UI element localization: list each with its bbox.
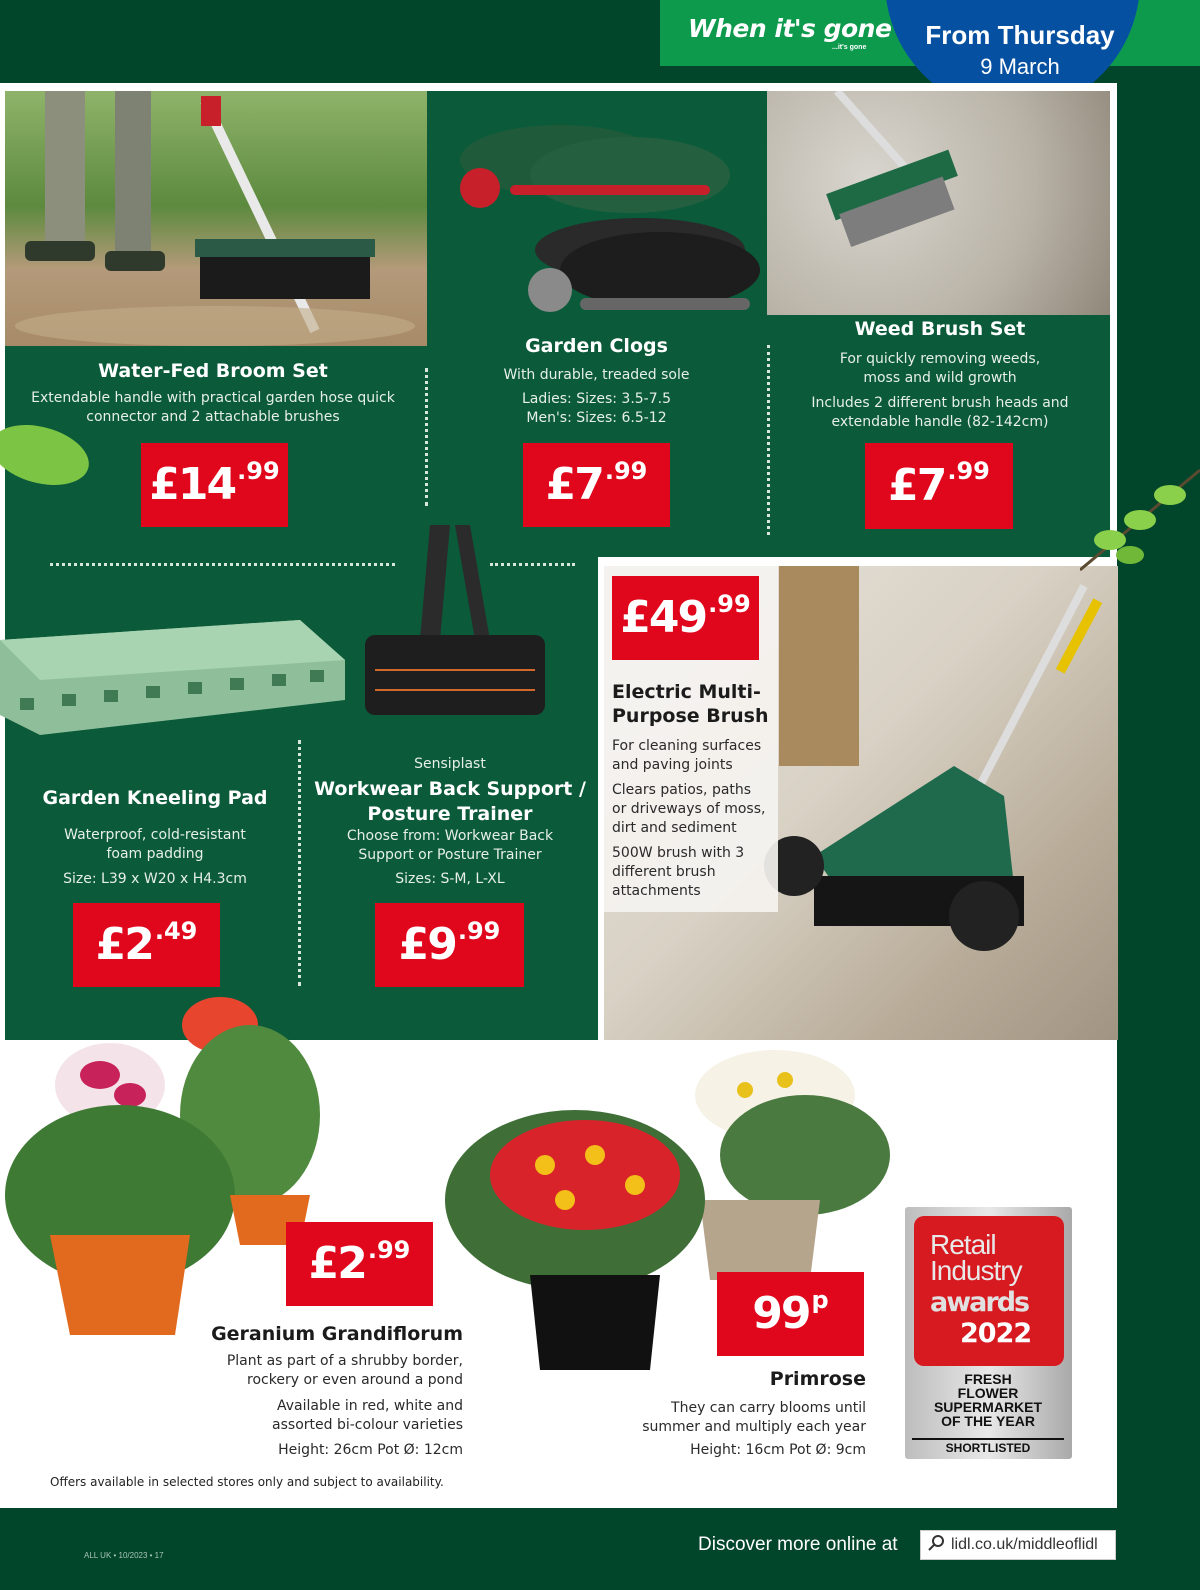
branch-decoration-icon [1080,430,1200,584]
award-category [912,1372,1064,1428]
price-main: £2 [95,919,153,970]
desc-line: Extendable handle with practical garden hose quick [31,390,395,406]
back-support-image [360,520,550,744]
award-year: 2022 [960,1318,1032,1349]
desc-line: They can carry blooms until [671,1400,866,1416]
desc-line: Plant as part of a shrubby border, [226,1353,463,1369]
price-main: £7 [888,460,946,511]
product-title: Water-Fed Broom Set [98,360,328,382]
garden-clogs-image [450,100,760,334]
title-line: Electric Multi- [612,681,761,703]
desc-line: For quickly removing weeds, [839,351,1041,367]
price-tag [141,443,288,527]
page-code: ALL UK • 10/2023 • 17 [84,1551,164,1560]
price-cents: .49 [154,917,198,945]
disclaimer: Offers available in selected stores only and subject to availability. [50,1475,444,1489]
product-desc [305,827,595,865]
desc-line: Choose from: Workwear Back [346,828,554,844]
price-tag [73,903,220,987]
date-sub: 9 March [980,54,1060,79]
divider [767,345,770,535]
title-line: Purpose Brush [612,705,769,727]
product-title [612,680,782,728]
extra-line: assorted bi-colour varieties [272,1417,463,1433]
price-main: £9 [398,919,456,970]
award-divider [912,1438,1064,1440]
product-desc [620,1399,866,1437]
product-desc [612,737,782,775]
category-line: FRESH [964,1371,1012,1387]
product-title: Primrose [769,1368,866,1390]
desc-line: rockery or even around a pond [247,1372,463,1388]
price-tag [523,443,670,527]
product-desc [612,844,782,901]
discover-label: Discover more online at [698,1534,898,1555]
extra-line: extendable handle (82-142cm) [831,414,1049,430]
desc-line: or driveways of moss, [612,801,766,817]
product-sizes [430,390,763,428]
award-awards: awards [930,1287,1029,1318]
search-icon [927,1534,945,1556]
price-cents: .99 [947,457,990,485]
desc-line: For cleaning surfaces [612,738,762,754]
desc-line: summer and multiply each year [642,1419,866,1435]
desc-line: dirt and sediment [612,820,737,836]
product-title: Garden Clogs [525,335,668,357]
award-title [930,1229,1022,1286]
product-extra [775,394,1105,432]
size-line: Ladies: Sizes: 3.5-7.5 [521,391,671,407]
category-line: SUPERMARKET [933,1399,1043,1415]
extra-line: Includes 2 different brush heads and [811,395,1069,411]
kneeling-pad-image [0,620,345,754]
slogan-sub: ...it's gone [832,44,867,51]
weed-brush-image [767,91,1110,315]
desc-line: and paving joints [612,757,733,773]
price-cents: p [811,1286,829,1314]
price-cents: .99 [237,457,280,485]
category-line: OF THE YEAR [941,1413,1035,1429]
product-extra [150,1397,463,1435]
divider [298,740,301,986]
product-desc [775,350,1105,388]
divider [50,563,395,566]
desc-line: 500W brush with 3 [612,845,745,861]
product-brand: Sensiplast [414,756,486,772]
desc-line: attachments [612,883,701,899]
price-tag [286,1222,433,1306]
divider [425,368,428,506]
product-size: Size: L39 x W20 x H4.3cm [63,871,247,887]
product-desc [150,1352,463,1390]
price-main: 99 [752,1288,810,1339]
award-line: Industry [930,1255,1022,1286]
size-line: Men's: Sizes: 6.5-12 [526,410,667,426]
url-link[interactable] [920,1530,1116,1560]
product-title [305,777,595,827]
product-desc [612,781,782,838]
product-desc: With durable, treaded sole [503,367,690,383]
award-line: Retail [930,1229,996,1260]
desc-line: different brush [612,864,716,880]
title-line: Posture Trainer [367,803,533,825]
price-main: £7 [545,459,603,510]
desc-line: moss and wild growth [863,370,1017,386]
category-line: FLOWER [957,1385,1019,1401]
url-text: lidl.co.uk/middleoflidl [951,1536,1098,1553]
leaf-decoration-icon [0,420,100,494]
award-status: SHORTLISTED [945,1441,1031,1455]
product-sizes: Sizes: S-M, L-XL [395,871,505,887]
price-tag [612,576,759,660]
price-tag [375,903,524,987]
desc-line: Support or Posture Trainer [358,847,542,863]
price-cents: .99 [367,1236,411,1264]
price-main: £14 [149,459,236,510]
price-main: £49 [620,592,707,643]
price-main: £2 [308,1238,366,1289]
price-cents: .99 [604,457,648,485]
desc-line: connector and 2 attachable brushes [86,409,340,425]
product-desc [10,826,300,864]
price-cents: .99 [708,590,751,618]
price-tag [717,1272,864,1356]
product-dims: Height: 16cm Pot Ø: 9cm [690,1442,866,1458]
product-title: Weed Brush Set [854,318,1026,340]
title-line: Workwear Back Support / [314,778,586,800]
desc-line: Waterproof, cold-resistant [64,827,246,843]
price-tag [865,443,1013,529]
product-title: Garden Kneeling Pad [42,787,268,809]
desc-line: Clears patios, paths [612,782,752,798]
extra-line: Available in red, white and [277,1398,463,1414]
product-dims: Height: 26cm Pot Ø: 12cm [278,1442,463,1458]
date-title: From Thursday [925,20,1115,50]
water-fed-broom-image [5,91,427,346]
slogan-logo: When it's gone [688,14,892,43]
price-cents: .99 [457,917,501,945]
desc-line: foam padding [106,846,204,862]
product-title: Geranium Grandiflorum [211,1323,463,1345]
